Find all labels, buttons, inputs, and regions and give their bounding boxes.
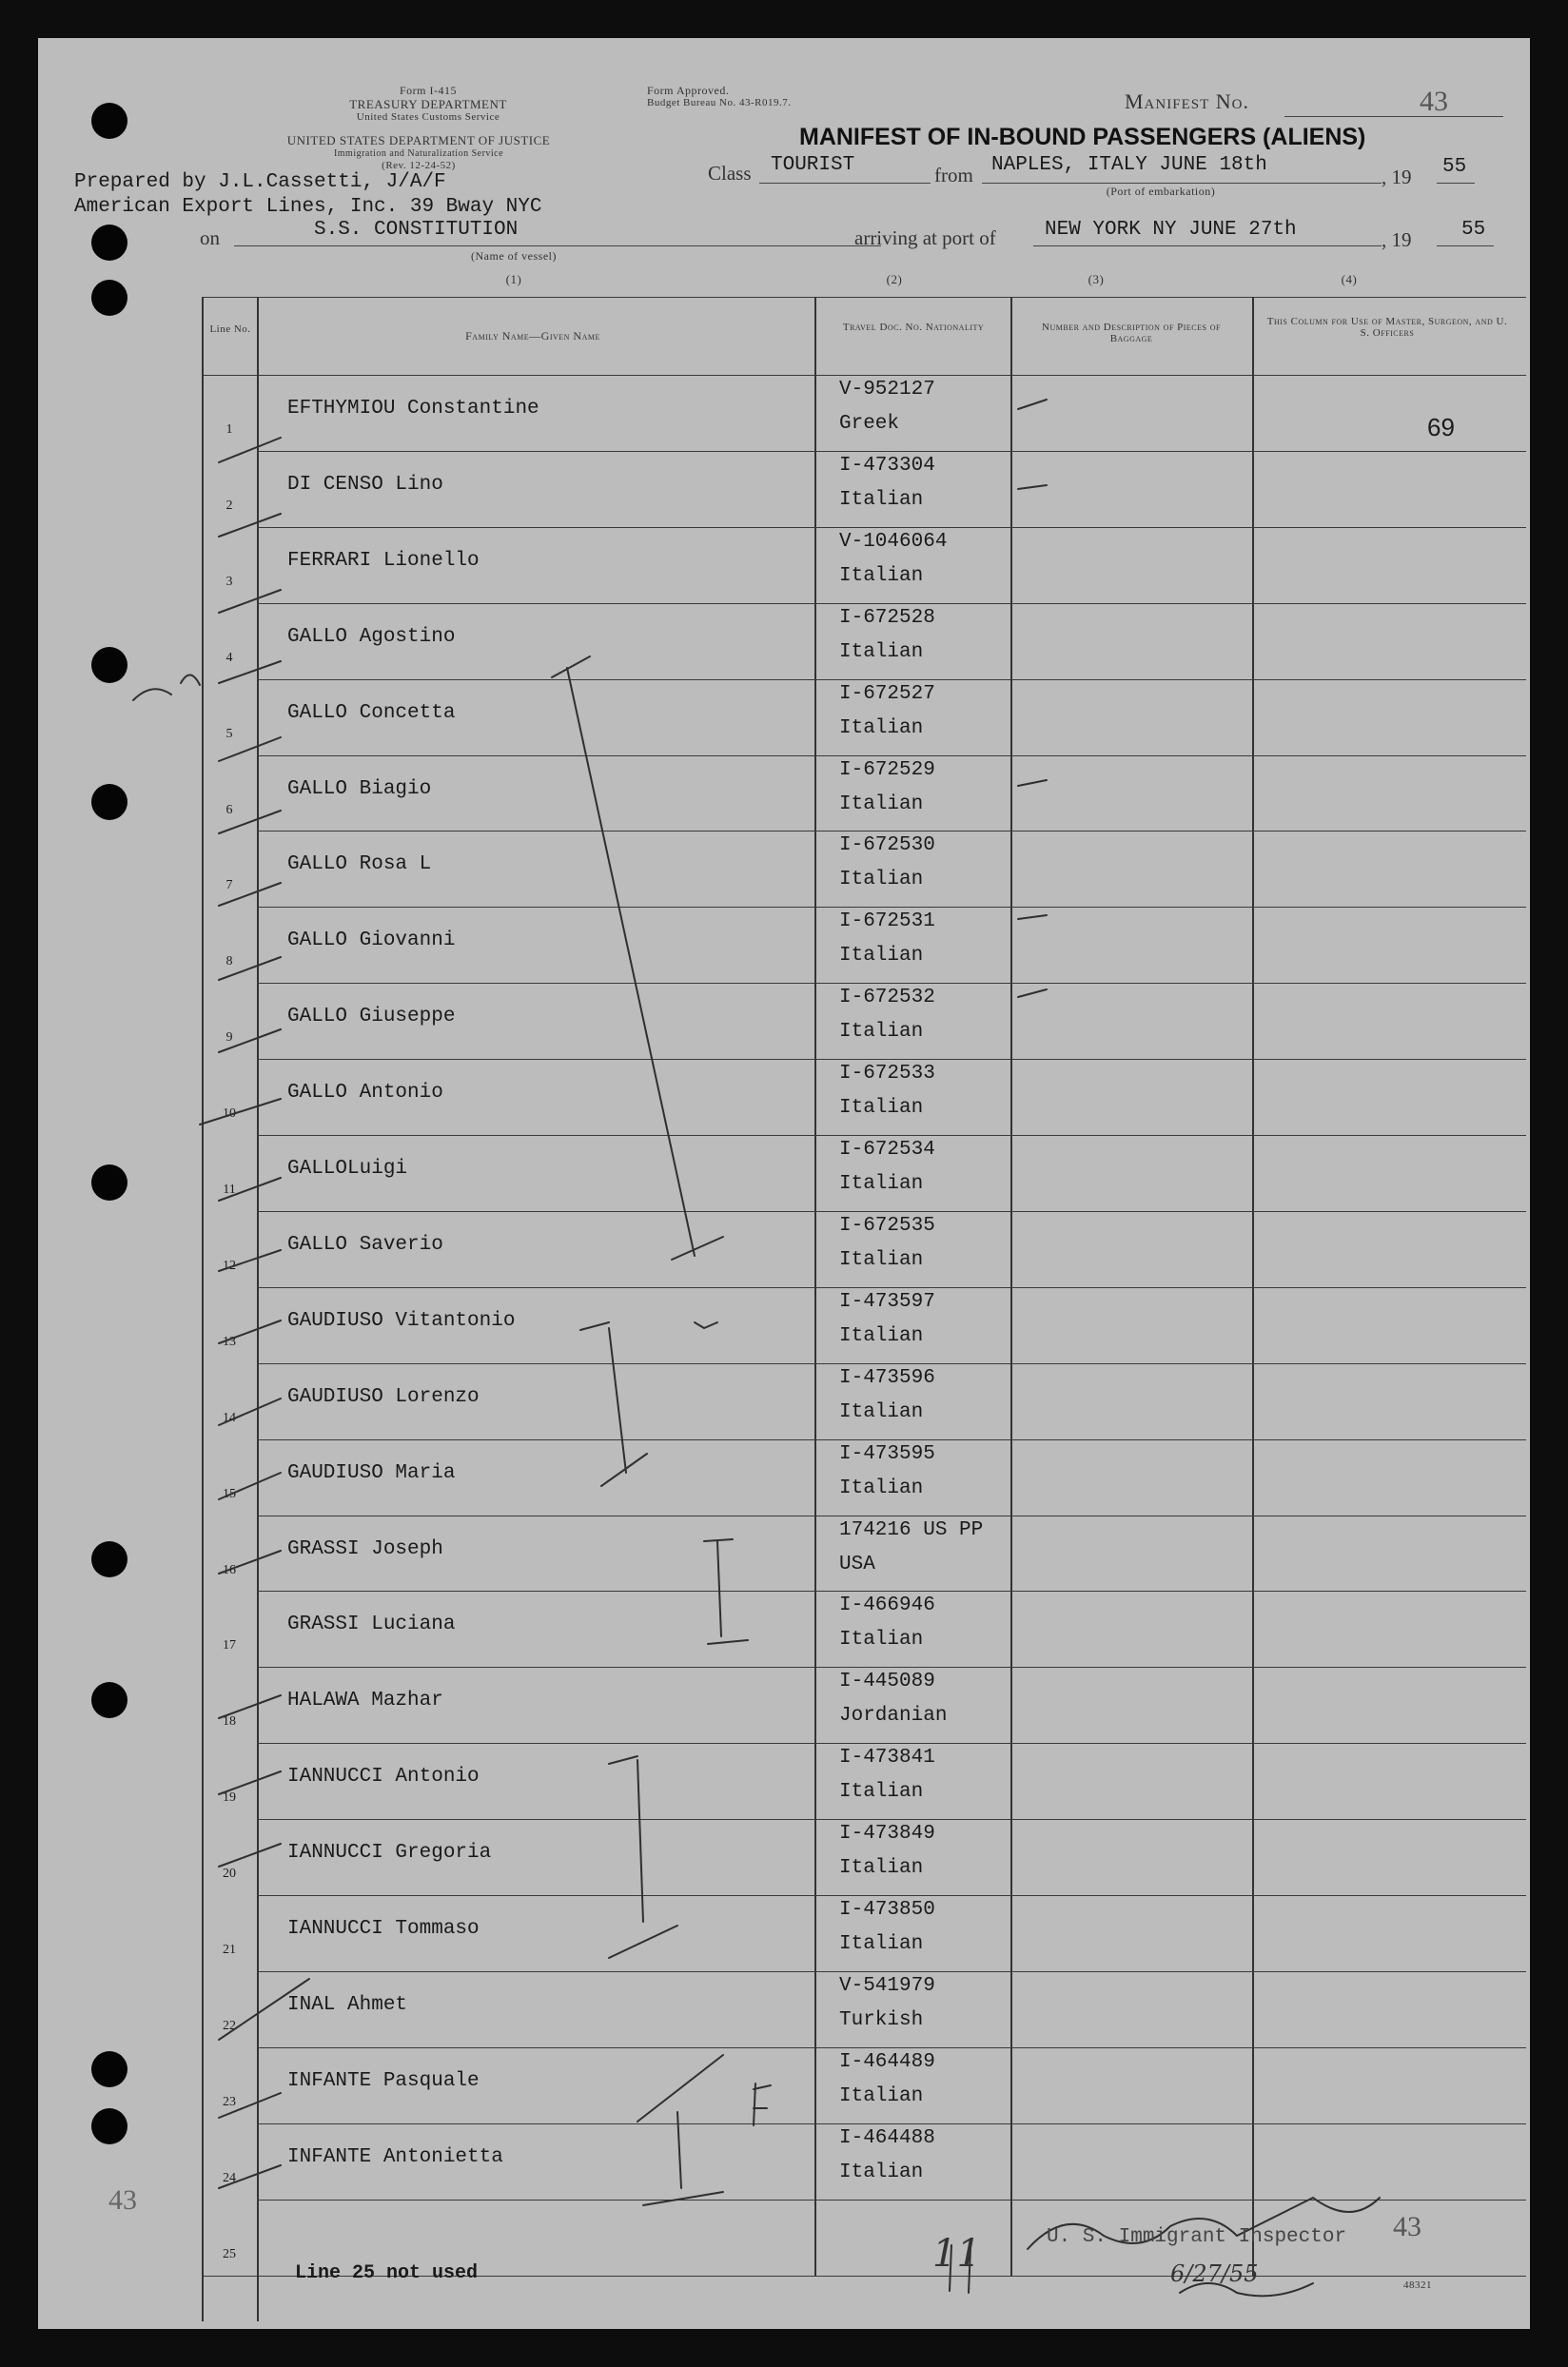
travel-doc-number: I-464488 — [839, 2126, 935, 2149]
manifest-title: MANIFEST OF IN-BOUND PASSENGERS (ALIENS) — [799, 124, 1366, 150]
travel-doc-number: I-464489 — [839, 2050, 935, 2073]
nationality: Italian — [839, 869, 924, 891]
line-number: 13 — [223, 1334, 236, 1349]
line-number: 9 — [225, 1030, 233, 1046]
customs-service: United States Customs Service — [356, 111, 500, 123]
line-number: 15 — [223, 1486, 236, 1501]
line-number: 4 — [225, 650, 233, 665]
travel-doc-number: I-672527 — [839, 682, 935, 705]
travel-doc-number: I-672534 — [839, 1139, 935, 1161]
inspector-label: U. S. Immigrant Inspector — [1047, 2226, 1347, 2248]
line-number: 5 — [225, 726, 233, 741]
passenger-name: GALLO Agostino — [287, 625, 456, 648]
line-number: 20 — [223, 1867, 236, 1882]
line-number: 10 — [223, 1106, 236, 1122]
nationality: Italian — [839, 640, 924, 663]
nationality: Italian — [839, 1021, 924, 1044]
nationality: Italian — [839, 1781, 924, 1804]
travel-doc-number: V-541979 — [839, 1974, 935, 1997]
nationality: Greek — [839, 413, 900, 435]
passenger-name: GAUDIUSO Maria — [287, 1461, 456, 1484]
nationality: Italian — [839, 945, 924, 968]
col-num-4: (4) — [1341, 272, 1358, 286]
travel-doc-number: V-952127 — [839, 379, 935, 401]
form-approved: Form Approved. — [647, 84, 730, 97]
travel-doc-number: V-1046064 — [839, 530, 948, 553]
travel-doc-number: I-672530 — [839, 834, 935, 857]
header-officers-column: This Column for Use of Master, Surgeon, and U. S. Officers — [1266, 316, 1508, 339]
nationality: Italian — [839, 1324, 924, 1347]
line-number: 2 — [225, 498, 233, 513]
line-number: 17 — [223, 1638, 236, 1653]
vessel-caption: (Name of vessel) — [471, 249, 557, 263]
year-2: 55 — [1461, 219, 1486, 241]
port-of-arrival: NEW YORK NY JUNE 27th — [1045, 219, 1297, 241]
page-number-left: 43 — [108, 2184, 137, 2216]
manifest-no-label: Manifest No. — [1125, 89, 1249, 113]
passenger-name: GALLO Antonio — [287, 1082, 443, 1105]
passenger-name: GALLO Biagio — [287, 777, 432, 800]
form-number: Form I-415 — [400, 84, 457, 97]
passenger-name: GALLO Rosa L — [287, 853, 432, 876]
passenger-name: GALLO Giovanni — [287, 929, 456, 952]
line-number: 11 — [223, 1183, 236, 1197]
travel-doc-number: I-473597 — [839, 1290, 935, 1313]
passenger-name: HALAWA Mazhar — [287, 1690, 443, 1712]
year-1: 55 — [1442, 156, 1467, 178]
line-number: 25 — [223, 2246, 236, 2261]
passenger-name: INAL Ahmet — [287, 1993, 408, 2016]
line-number: 8 — [225, 954, 233, 969]
travel-doc-number: I-473596 — [839, 1366, 935, 1389]
nationality: Italian — [839, 1477, 924, 1499]
signature-date: 6/27/55 — [1170, 2260, 1259, 2287]
officer-note: 69 — [1427, 413, 1455, 441]
passenger-name: EFTHYMIOU Constantine — [287, 398, 539, 420]
header-line-no: Line No. — [209, 323, 251, 335]
travel-doc-number: I-466946 — [839, 1594, 935, 1617]
col-num-1: (1) — [505, 272, 522, 286]
line-25-note: Line 25 not used — [295, 2262, 479, 2284]
passenger-name: DI CENSO Lino — [287, 473, 443, 496]
vessel-name: S.S. CONSTITUTION — [314, 219, 519, 241]
prepared-by: Prepared by J.L.Cassetti, J/A/F — [74, 171, 446, 193]
passenger-name: IANNUCCI Antonio — [287, 1766, 480, 1789]
travel-doc-number: I-445089 — [839, 1671, 935, 1693]
nationality: Italian — [839, 1933, 924, 1955]
budget-bureau: Budget Bureau No. 43-R019.7. — [647, 97, 792, 108]
passenger-name: INFANTE Pasquale — [287, 2069, 480, 2092]
nationality: Jordanian — [839, 1705, 948, 1728]
passenger-count: 11 — [932, 2232, 981, 2276]
line-number: 1 — [225, 422, 233, 437]
nationality: Italian — [839, 488, 924, 511]
passenger-name: GALLO Saverio — [287, 1233, 443, 1256]
col-num-3: (3) — [1088, 272, 1105, 286]
header-family-name: Family Name—Given Name — [465, 329, 600, 342]
header-travel-doc: Travel Doc. No. Nationality — [842, 322, 985, 333]
nationality: Italian — [839, 1248, 924, 1271]
handwritten-marks — [38, 38, 1530, 2329]
port-caption: (Port of embarkation) — [1106, 185, 1216, 198]
passenger-name: GAUDIUSO Lorenzo — [287, 1385, 480, 1408]
travel-doc-number: I-672529 — [839, 758, 935, 781]
travel-doc-number: I-473850 — [839, 1899, 935, 1921]
travel-doc-number: I-473841 — [839, 1747, 935, 1770]
travel-doc-number: 174216 US PP — [839, 1518, 984, 1541]
shipping-line: American Export Lines, Inc. 39 Bway NYC — [74, 196, 542, 218]
line-number: 24 — [223, 2170, 236, 2185]
travel-doc-number: I-473595 — [839, 1442, 935, 1465]
nationality: Italian — [839, 1629, 924, 1652]
page-number-right: 43 — [1393, 2211, 1421, 2242]
nationality: Italian — [839, 1173, 924, 1195]
ins-service: Immigration and Naturalization Service — [333, 148, 504, 159]
year-prefix-1: , 19 — [1382, 166, 1412, 188]
passenger-name: GRASSI Luciana — [287, 1614, 456, 1636]
nationality: Italian — [839, 1097, 924, 1120]
travel-doc-number: I-672532 — [839, 987, 935, 1009]
travel-doc-number: I-672528 — [839, 606, 935, 629]
nationality: Italian — [839, 1400, 924, 1423]
passenger-name: IANNUCCI Tommaso — [287, 1918, 480, 1940]
year-prefix-2: , 19 — [1382, 228, 1412, 251]
travel-doc-number: I-672531 — [839, 910, 935, 933]
passenger-name: IANNUCCI Gregoria — [287, 1842, 492, 1865]
revision: (Rev. 12-24-52) — [382, 160, 456, 171]
nationality: Italian — [839, 2084, 924, 2107]
nationality: Italian — [839, 2161, 924, 2183]
from-label: from — [934, 164, 973, 186]
nationality: USA — [839, 1553, 875, 1575]
travel-doc-number: I-672535 — [839, 1214, 935, 1237]
line-number: 12 — [223, 1258, 236, 1273]
travel-doc-number: I-473849 — [839, 1823, 935, 1846]
line-number: 21 — [223, 1943, 236, 1957]
line-number: 7 — [225, 878, 233, 893]
passenger-name: INFANTE Antonietta — [287, 2145, 503, 2168]
manifest-page — [38, 38, 1530, 2329]
col-num-2: (2) — [886, 272, 903, 286]
nationality: Italian — [839, 564, 924, 587]
line-number: 16 — [223, 1562, 236, 1577]
header-baggage: Number and Description of Pieces of Baggage — [1042, 322, 1221, 344]
nationality: Italian — [839, 716, 924, 739]
passenger-name: GRASSI Joseph — [287, 1537, 443, 1560]
nationality: Italian — [839, 1857, 924, 1880]
nationality: Turkish — [839, 2008, 924, 2031]
manifest-number: 43 — [1420, 86, 1448, 117]
line-number: 14 — [223, 1410, 236, 1425]
form-stamp: 48321 — [1403, 2279, 1432, 2291]
nationality: Italian — [839, 792, 924, 815]
travel-doc-number: I-473304 — [839, 454, 935, 477]
passenger-name: GALLO Giuseppe — [287, 1006, 456, 1028]
line-number: 22 — [223, 2018, 236, 2033]
treasury-dept: TREASURY DEPARTMENT — [349, 97, 507, 111]
class-value: TOURIST — [771, 154, 855, 176]
line-number: 18 — [223, 1714, 236, 1730]
line-number: 3 — [225, 574, 233, 589]
justice-dept: UNITED STATES DEPARTMENT OF JUSTICE — [286, 133, 551, 147]
line-number: 23 — [223, 2094, 236, 2109]
line-number: 6 — [225, 802, 233, 817]
passenger-name: GALLO Concetta — [287, 701, 456, 724]
arriving-label: arriving at port of — [854, 226, 996, 249]
class-label: Class — [708, 162, 752, 185]
passenger-name: FERRARI Lionello — [287, 549, 480, 572]
line-number: 19 — [223, 1790, 236, 1806]
passenger-name: GALLOLuigi — [287, 1158, 408, 1180]
port-of-embarkation: NAPLES, ITALY JUNE 18th — [991, 154, 1267, 176]
on-label: on — [200, 226, 220, 249]
passenger-name: GAUDIUSO Vitantonio — [287, 1309, 516, 1332]
travel-doc-number: I-672533 — [839, 1063, 935, 1086]
